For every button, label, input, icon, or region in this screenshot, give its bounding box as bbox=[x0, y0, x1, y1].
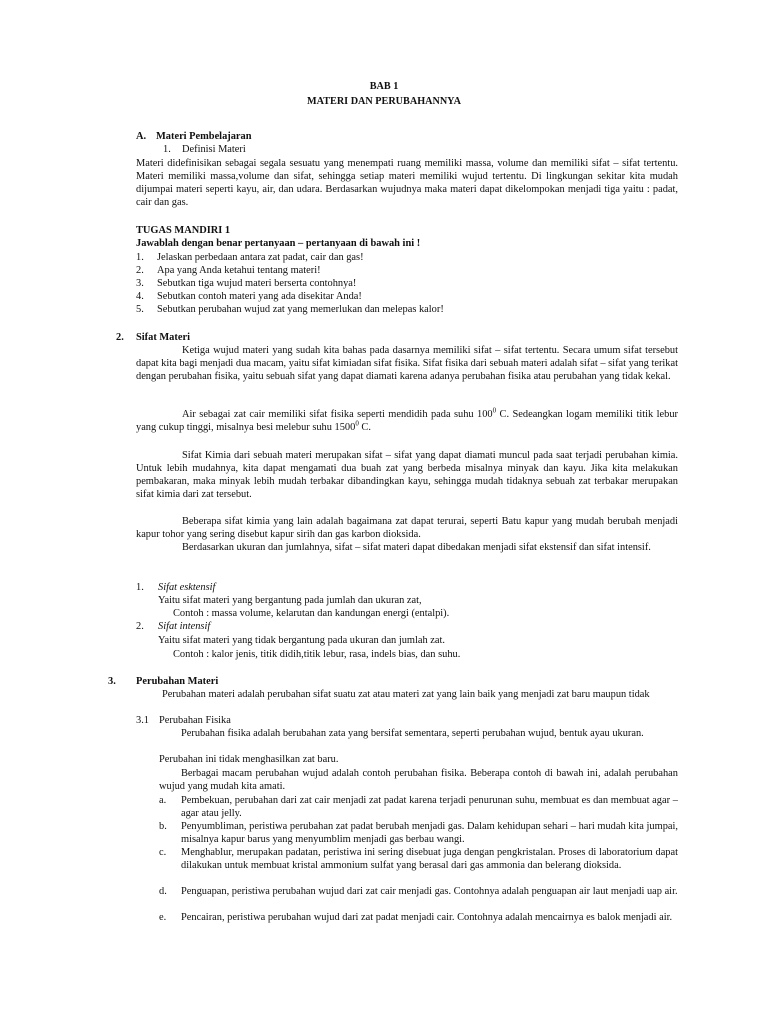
perubahan-paragraph-1: Perubahan materi adalah perubahan sifat suatu zat atau materi zat yang lain baik yang menjadi zat baru maupun tidak bbox=[162, 689, 650, 700]
tugas-title: TUGAS MANDIRI 1 bbox=[136, 225, 231, 236]
definisi-paragraph: Materi didefinisikan sebagai segala sesuatu yang menempati ruang memiliki massa, volume dan memiliki sifat – sifat tertentu. Materi memiliki massa,volume dan sifat, sehingga setiap materi memiliki wujud tertentu. Di lingkungan sekitar kita mudah dijumpai materi seperti kayu, air, dan udara. Berdasarkan wujudnya maka materi dapat dikelompokan menjadi tiga yaitu : padat, cair dan gas. bbox=[136, 158, 678, 208]
section-2-number: 2. bbox=[116, 332, 124, 343]
intensif-example: Contoh : kalor jenis, titik didih,titik lebur, rasa, indels bias, dan suhu. bbox=[173, 649, 461, 660]
tugas-item-4: Sebutkan contoh materi yang ada disekitar Anda! bbox=[157, 291, 362, 302]
sifat-paragraph-5: Berdasarkan ukuran dan jumlahnya, sifat – sifat materi dapat dibedakan menjadi sifat ekstensif dan sifat intensif. bbox=[182, 542, 651, 553]
item-c-number: c. bbox=[159, 847, 167, 858]
item-e-number: e. bbox=[159, 912, 167, 923]
tugas-item-3: Sebutkan tiga wujud materi berserta contohnya! bbox=[157, 278, 357, 289]
section-3-number: 3. bbox=[108, 676, 116, 687]
tugas-num-2: 2. bbox=[136, 265, 144, 276]
definisi-number: 1. bbox=[163, 144, 171, 155]
tugas-num-3: 3. bbox=[136, 278, 144, 289]
section-3-heading: Perubahan Materi bbox=[136, 676, 219, 687]
tugas-num-5: 5. bbox=[136, 304, 144, 315]
item-a-text: Pembekuan, perubahan dari zat cair menjadi zat padat karena terjadi penurunan suhu, membuat es dan membuat agar – agar atau jelly. bbox=[181, 795, 678, 819]
section-a-number: A. bbox=[136, 131, 147, 142]
fisika-paragraph-1: Perubahan fisika adalah berubahan zata yang bersifat sementara, seperti perubahan wujud, bentuk ayau ukuran. bbox=[181, 728, 644, 739]
sifat-paragraph-3: Sifat Kimia dari sebuah materi merupakan sifat – sifat yang dapat diamati muncul pada saat terjadi perubahan kimia. Untuk lebih mudahnya, kita dapat mengamati dua buah zat yang berbeda misalnya minyak dan kayu. Jika kita melakukan pembakaran, maka minyak lebih mudah terbakar dibandingkan kayu, sehingga mudah tidaknya sebuah zat terbakar merupakan sifat kimia dari zat tersebut. bbox=[136, 450, 678, 500]
tugas-item-2: Apa yang Anda ketahui tentang materi! bbox=[157, 265, 321, 276]
sifat-paragraph-2: Air sebagai zat cair memiliki sifat fisika seperti mendidih pada suhu $100^0$ C. Sedeangkan logam memiliki titik lebur yang cukup tinggi, misalnya besi melebur suhu 1500$^0$ C. bbox=[136, 406, 678, 433]
tugas-instruction: Jawablah dengan benar pertanyaan – pertanyaan di bawah ini ! bbox=[136, 238, 421, 249]
item-c-text: Menghablur, merupakan padatan, peristiwa ini sering disebuat juga dengan pengkristalan. Proses di laboratorium dapat dilakukan untuk membuat kristal ammonium sulfat yang berasal dari gas ammonia dan belerang dioksida. bbox=[181, 847, 678, 871]
intensif-title: Sifat intensif bbox=[158, 621, 211, 632]
ekstensif-definition: Yaitu sifat materi yang bergantung pada jumlah dan ukuran zat, bbox=[158, 595, 422, 606]
chapter-title: MATERI DAN PERUBAHANNYA bbox=[307, 96, 461, 107]
section-2-heading: Sifat Materi bbox=[136, 332, 190, 343]
fisika-number: 3.1 bbox=[136, 715, 149, 726]
item-b-number: b. bbox=[159, 821, 167, 832]
item-b-text: Penyumbliman, peristiwa perubahan zat padat berubah menjadi gas. Dalam kehidupan sehari – hari mudah kita jumpai, misalnya kapur barus yang menyumblim menjadi gas berbau wangi. bbox=[181, 821, 678, 845]
fisika-paragraph-2: Perubahan ini tidak menghasilkan zat baru. bbox=[159, 754, 339, 765]
ekstensif-title: Sifat esktensif bbox=[158, 582, 216, 593]
item-d-text: Penguapan, peristiwa perubahan wujud dari zat cair menjadi gas. Contohnya adalah penguapan air laut menjadi uap air. bbox=[181, 886, 678, 897]
fisika-paragraph-3: Berbagai macam perubahan wujud adalah contoh perubahan fisika. Beberapa contoh di bawah ini, adalah perubahan wujud yang mudah kita amati. bbox=[159, 768, 678, 792]
fisika-heading: Perubahan Fisika bbox=[159, 715, 231, 726]
tugas-num-4: 4. bbox=[136, 291, 144, 302]
sifat-paragraph-1: Ketiga wujud materi yang sudah kita bahas pada dasarnya memiliki sifat – sifat tertentu. Secara umum sifat tersebut dapat kita bagi menjadi dua macam, yaitu sifat kimiadan sifat fisika. Sifat fisika dari sebuah materi adalah sifat – sifat yang terikat dengan perubahan fisika, yaitu sebuah sifat yang dapat diamati karena adanya perubahan fisika atau perubahan yang tidak kekal. bbox=[136, 345, 678, 382]
tugas-num-1: 1. bbox=[136, 252, 144, 263]
intensif-definition: Yaitu sifat materi yang tidak bergantung pada ukuran dan jumlah zat. bbox=[158, 635, 446, 646]
item-e-text: Pencairan, peristiwa perubahan wujud dari zat padat menjadi cair. Contohnya adalah mencairnya es balok menjadi air. bbox=[181, 912, 673, 923]
definisi-heading: Definisi Materi bbox=[182, 144, 246, 155]
tugas-item-5: Sebutkan perubahan wujud zat yang memerlukan dan melepas kalor! bbox=[157, 304, 444, 315]
degree-mark: 0 bbox=[355, 419, 359, 428]
tugas-item-1: Jelaskan perbedaan antara zat padat, cair dan gas! bbox=[157, 252, 364, 263]
chapter-number: BAB 1 bbox=[369, 81, 399, 92]
section-a-heading: Materi Pembelajaran bbox=[156, 131, 252, 142]
item-d-number: d. bbox=[159, 886, 167, 897]
intensif-number: 2. bbox=[136, 621, 144, 632]
ekstensif-example: Contoh : massa volume, kelarutan dan kandungan energi (entalpi). bbox=[173, 608, 450, 619]
item-a-number: a. bbox=[159, 795, 167, 806]
sifat-paragraph-4: Beberapa sifat kimia yang lain adalah bagaimana zat dapat terurai, seperti Batu kapur yang mudah berubah menjadi kapur tohor yang sering disebut kapur sirih dan gas karbon dioksida. bbox=[136, 516, 678, 540]
degree-mark: 0 bbox=[492, 406, 497, 415]
ekstensif-number: 1. bbox=[136, 582, 144, 593]
